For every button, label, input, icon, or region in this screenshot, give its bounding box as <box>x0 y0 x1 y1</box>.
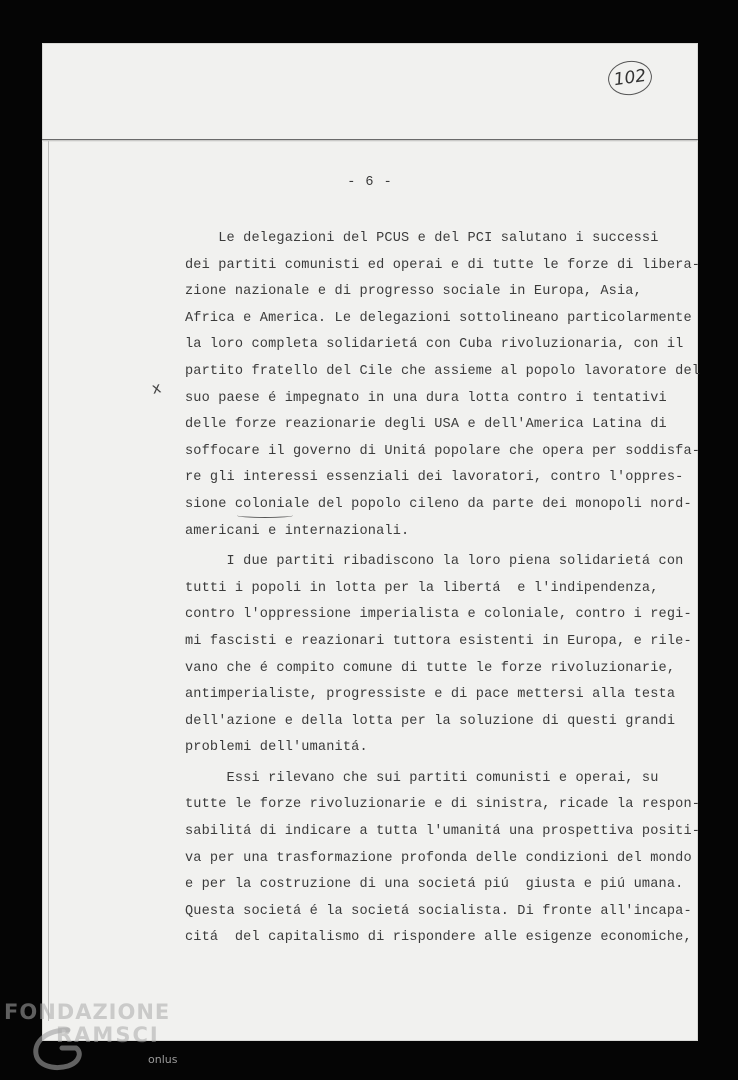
text-line: Essi rilevano che sui partiti comunisti e operai, su <box>185 770 659 786</box>
text-line: zione nazionale e di progresso sociale in Europa, Asia, <box>185 284 642 300</box>
text-line: re gli interessi essenziali dei lavoratori, contro l'oppres- <box>185 470 684 486</box>
text-line: I due partiti ribadiscono la loro piena solidarietá con <box>185 554 684 570</box>
text-line: mi fascisti e reazionari tuttora esistenti in Europa, e rile- <box>185 633 692 649</box>
text-line: antimperialiste, progressiste e di pace mettersi alla testa <box>185 687 676 703</box>
text-line: va per una trasformazione profonda delle condizioni del mondo <box>185 850 692 866</box>
page-left-edge <box>48 141 49 1021</box>
text-line: vano che é compito comune di tutte le forze rivoluzionarie, <box>185 660 676 676</box>
text-line: tutti i popoli in lotta per la libertá e l'indipendenza, <box>185 580 659 596</box>
text-line: delle forze reazionarie degli USA e dell'America Latina di <box>185 417 667 433</box>
watermark-line1: FONDAZIONE <box>4 1000 171 1024</box>
body-text <box>185 226 701 952</box>
text-line: sione coloniale del popolo cileno da parte dei monopoli nord- <box>185 496 692 512</box>
text-line: dei partiti comunisti ed operai e di tutte le forze di libera- <box>185 257 701 273</box>
fold-shadow <box>42 140 698 142</box>
text-line: partito fratello del Cile che assieme al popolo lavoratore del <box>185 363 701 379</box>
text-line: suo paese é impegnato in una dura lotta contro i tentativi <box>185 390 667 406</box>
archive-number-stamp: 102 <box>606 58 654 98</box>
text-line: sabilitá di indicare a tutta l'umanitá una prospettiva positi- <box>185 824 701 840</box>
document-page <box>42 43 701 1041</box>
text-line: Le delegazioni del PCUS e del PCI salutano i successi <box>185 231 659 246</box>
watermark-suffix: onlus <box>148 1053 178 1066</box>
text-line: Questa societá é la societá socialista. Di fronte all'incapa- <box>185 903 692 919</box>
watermark <box>4 1000 170 1046</box>
text-line: Africa e America. Le delegazioni sottolineano particolarmente <box>185 310 692 326</box>
text-line: tutte le forze rivoluzionarie e di sinistra, ricade la respon- <box>185 797 701 813</box>
text-line: americani e internazionali. <box>185 523 410 539</box>
text-line: problemi dell'umanitá. <box>185 740 368 756</box>
text-line: la loro completa solidarietá con Cuba rivoluzionaria, con il <box>185 337 684 353</box>
margin-mark: x <box>150 378 163 398</box>
text-line: soffocare il governo di Unitá popolare che opera per soddisfa- <box>185 443 701 459</box>
watermark-line2: RAMSCI <box>56 1023 160 1047</box>
page-number: - 6 - <box>347 175 393 190</box>
text-line: e per la costruzione di una societá piú giusta e piú umana. <box>185 877 684 893</box>
text-line: dell'azione e della lotta per la soluzione di questi grandi <box>185 713 676 729</box>
text-line: contro l'oppressione imperialista e coloniale, contro i regi- <box>185 607 692 623</box>
text-line: citá del capitalismo di rispondere alle esigenze economiche, <box>185 930 692 946</box>
